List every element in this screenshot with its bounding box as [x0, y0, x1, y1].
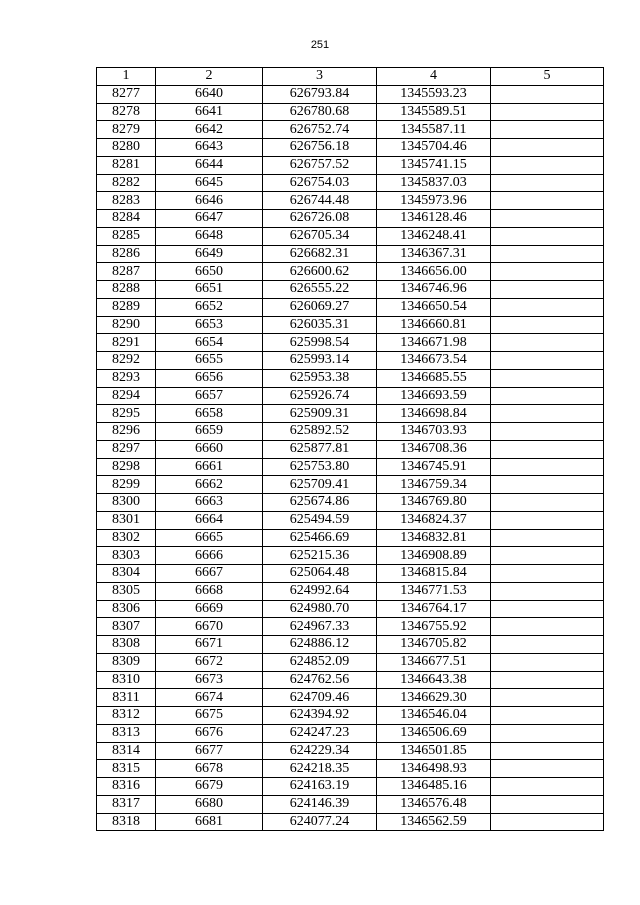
table-row — [97, 565, 604, 583]
table-row — [97, 778, 604, 796]
table-row — [97, 103, 604, 121]
table-cell: 1346815.84 — [377, 565, 491, 583]
table-cell — [491, 600, 604, 618]
table-cell: 6670 — [156, 618, 263, 636]
table-cell: 625494.59 — [263, 511, 377, 529]
table-cell — [491, 369, 604, 387]
table-row — [97, 139, 604, 157]
table-cell — [491, 547, 604, 565]
table-cell: 624980.70 — [263, 600, 377, 618]
table-cell: 6681 — [156, 813, 263, 831]
table-cell: 1346643.38 — [377, 671, 491, 689]
table-cell: 1345589.51 — [377, 103, 491, 121]
table-cell — [491, 689, 604, 707]
table-cell: 6662 — [156, 476, 263, 494]
table-cell: 8297 — [97, 440, 156, 458]
column-header: 2 — [156, 68, 263, 86]
table-cell — [491, 192, 604, 210]
table-cell: 8305 — [97, 582, 156, 600]
table-cell: 6660 — [156, 440, 263, 458]
table-row — [97, 85, 604, 103]
table-cell: 1346764.17 — [377, 600, 491, 618]
table-cell: 8294 — [97, 387, 156, 405]
table-cell: 1346685.55 — [377, 369, 491, 387]
table-cell: 1346746.96 — [377, 281, 491, 299]
table-cell: 6677 — [156, 742, 263, 760]
table-cell: 6659 — [156, 423, 263, 441]
table-cell — [491, 352, 604, 370]
table-cell: 8285 — [97, 227, 156, 245]
table-cell: 1346708.36 — [377, 440, 491, 458]
table-cell: 626705.34 — [263, 227, 377, 245]
table-cell — [491, 121, 604, 139]
table-cell: 6658 — [156, 405, 263, 423]
table-row — [97, 689, 604, 707]
table-cell: 626752.74 — [263, 121, 377, 139]
table-row — [97, 316, 604, 334]
table-cell — [491, 476, 604, 494]
table-cell: 1346128.46 — [377, 210, 491, 228]
table-cell: 1346660.81 — [377, 316, 491, 334]
table-cell: 624886.12 — [263, 636, 377, 654]
table-row — [97, 245, 604, 263]
table-cell: 625926.74 — [263, 387, 377, 405]
table-cell: 8280 — [97, 139, 156, 157]
table-cell — [491, 156, 604, 174]
table-row — [97, 529, 604, 547]
table-cell: 8302 — [97, 529, 156, 547]
table-cell — [491, 440, 604, 458]
table-cell: 8289 — [97, 298, 156, 316]
table-cell — [491, 653, 604, 671]
table-cell: 1346629.30 — [377, 689, 491, 707]
table-cell — [491, 511, 604, 529]
table-cell: 626600.62 — [263, 263, 377, 281]
table-cell: 624229.34 — [263, 742, 377, 760]
table-cell: 6676 — [156, 724, 263, 742]
table-cell — [491, 565, 604, 583]
table-cell: 624218.35 — [263, 760, 377, 778]
table-cell: 6642 — [156, 121, 263, 139]
table-cell: 6648 — [156, 227, 263, 245]
column-header: 4 — [377, 68, 491, 86]
table-cell: 8314 — [97, 742, 156, 760]
table-cell — [491, 618, 604, 636]
table-cell — [491, 795, 604, 813]
table-cell: 8313 — [97, 724, 156, 742]
table-cell: 8308 — [97, 636, 156, 654]
table-cell: 1345973.96 — [377, 192, 491, 210]
table-cell: 8277 — [97, 85, 156, 103]
table-cell: 8298 — [97, 458, 156, 476]
table-cell: 1345704.46 — [377, 139, 491, 157]
table-cell: 1345587.11 — [377, 121, 491, 139]
table-row — [97, 174, 604, 192]
table-cell — [491, 298, 604, 316]
table-cell — [491, 227, 604, 245]
table-cell — [491, 139, 604, 157]
table-cell: 626035.31 — [263, 316, 377, 334]
table-cell: 1346673.54 — [377, 352, 491, 370]
table-cell — [491, 582, 604, 600]
table-cell: 626757.52 — [263, 156, 377, 174]
table-cell: 8316 — [97, 778, 156, 796]
table-cell: 624992.64 — [263, 582, 377, 600]
table-cell: 625215.36 — [263, 547, 377, 565]
table-cell: 1346656.00 — [377, 263, 491, 281]
table-cell: 1345741.15 — [377, 156, 491, 174]
table-cell: 1346824.37 — [377, 511, 491, 529]
table-cell: 6668 — [156, 582, 263, 600]
table-cell — [491, 671, 604, 689]
table-cell — [491, 263, 604, 281]
table-cell: 626744.48 — [263, 192, 377, 210]
table-cell: 8283 — [97, 192, 156, 210]
table-cell: 625993.14 — [263, 352, 377, 370]
table-cell: 8300 — [97, 494, 156, 512]
table-cell — [491, 494, 604, 512]
table-cell — [491, 387, 604, 405]
table-cell: 624852.09 — [263, 653, 377, 671]
table-cell: 626754.03 — [263, 174, 377, 192]
table-cell — [491, 245, 604, 263]
table-cell: 8281 — [97, 156, 156, 174]
table-cell: 1346908.89 — [377, 547, 491, 565]
table-cell: 8311 — [97, 689, 156, 707]
table-cell: 624762.56 — [263, 671, 377, 689]
table-row — [97, 423, 604, 441]
table-cell: 625466.69 — [263, 529, 377, 547]
table-cell — [491, 724, 604, 742]
header-row — [97, 68, 604, 86]
table-cell: 8286 — [97, 245, 156, 263]
table-cell: 625709.41 — [263, 476, 377, 494]
table-cell: 8295 — [97, 405, 156, 423]
table-cell: 6657 — [156, 387, 263, 405]
table-row — [97, 334, 604, 352]
table-cell: 8312 — [97, 707, 156, 725]
table-cell: 1346693.59 — [377, 387, 491, 405]
table-cell — [491, 174, 604, 192]
table-cell: 6646 — [156, 192, 263, 210]
table-cell: 6652 — [156, 298, 263, 316]
table-cell: 6672 — [156, 653, 263, 671]
coordinates-table — [96, 67, 604, 831]
table-cell: 1346677.51 — [377, 653, 491, 671]
table-cell: 6664 — [156, 511, 263, 529]
table-cell: 8304 — [97, 565, 156, 583]
table-row — [97, 582, 604, 600]
table-cell: 6673 — [156, 671, 263, 689]
table-cell: 1346248.41 — [377, 227, 491, 245]
table-row — [97, 476, 604, 494]
table-row — [97, 440, 604, 458]
table-cell: 6675 — [156, 707, 263, 725]
table-cell: 1346769.80 — [377, 494, 491, 512]
table-row — [97, 724, 604, 742]
table-cell: 6649 — [156, 245, 263, 263]
table-cell: 6644 — [156, 156, 263, 174]
table-cell: 6661 — [156, 458, 263, 476]
table-row — [97, 618, 604, 636]
table-cell: 625064.48 — [263, 565, 377, 583]
table-cell: 624394.92 — [263, 707, 377, 725]
table-cell: 8303 — [97, 547, 156, 565]
table-cell: 6640 — [156, 85, 263, 103]
table-cell: 1346562.59 — [377, 813, 491, 831]
table-cell: 1346705.82 — [377, 636, 491, 654]
table-cell: 626793.84 — [263, 85, 377, 103]
table-row — [97, 795, 604, 813]
table-cell: 1346771.53 — [377, 582, 491, 600]
table-cell: 8292 — [97, 352, 156, 370]
table-row — [97, 707, 604, 725]
table-cell: 624077.24 — [263, 813, 377, 831]
table-row — [97, 369, 604, 387]
table-cell: 626756.18 — [263, 139, 377, 157]
table-cell — [491, 316, 604, 334]
table-cell: 6667 — [156, 565, 263, 583]
table-cell: 1346755.92 — [377, 618, 491, 636]
table-cell: 1345593.23 — [377, 85, 491, 103]
table-cell: 1346759.34 — [377, 476, 491, 494]
table-cell: 8315 — [97, 760, 156, 778]
table-cell: 6653 — [156, 316, 263, 334]
table-cell: 626682.31 — [263, 245, 377, 263]
table-cell — [491, 405, 604, 423]
table-cell: 6680 — [156, 795, 263, 813]
table-cell: 624247.23 — [263, 724, 377, 742]
table-cell: 1346367.31 — [377, 245, 491, 263]
table-row — [97, 511, 604, 529]
table-cell: 6679 — [156, 778, 263, 796]
table-cell: 625909.31 — [263, 405, 377, 423]
table-cell: 1346576.48 — [377, 795, 491, 813]
table-cell: 626555.22 — [263, 281, 377, 299]
table-row — [97, 671, 604, 689]
table-cell: 8279 — [97, 121, 156, 139]
table-cell: 8296 — [97, 423, 156, 441]
table-cell — [491, 813, 604, 831]
table-cell: 8301 — [97, 511, 156, 529]
table-cell — [491, 636, 604, 654]
table-cell: 8282 — [97, 174, 156, 192]
table-row — [97, 227, 604, 245]
table-cell: 8284 — [97, 210, 156, 228]
table-cell: 6671 — [156, 636, 263, 654]
table-cell: 624967.33 — [263, 618, 377, 636]
table-cell: 625877.81 — [263, 440, 377, 458]
table-cell: 1345837.03 — [377, 174, 491, 192]
table-cell: 1346546.04 — [377, 707, 491, 725]
table-cell: 1346745.91 — [377, 458, 491, 476]
table-cell: 6647 — [156, 210, 263, 228]
table-cell: 6655 — [156, 352, 263, 370]
table-cell: 1346506.69 — [377, 724, 491, 742]
table-row — [97, 405, 604, 423]
table-cell: 6674 — [156, 689, 263, 707]
table-cell: 6651 — [156, 281, 263, 299]
table-cell: 1346498.93 — [377, 760, 491, 778]
table-cell: 6650 — [156, 263, 263, 281]
table-row — [97, 263, 604, 281]
column-header: 5 — [491, 68, 604, 86]
table-cell: 6645 — [156, 174, 263, 192]
table-row — [97, 494, 604, 512]
table-cell: 8287 — [97, 263, 156, 281]
table-row — [97, 760, 604, 778]
table-cell: 626780.68 — [263, 103, 377, 121]
table-cell: 8309 — [97, 653, 156, 671]
table-cell: 625753.80 — [263, 458, 377, 476]
table-row — [97, 387, 604, 405]
table-cell: 8306 — [97, 600, 156, 618]
table-cell — [491, 103, 604, 121]
table-cell: 624163.19 — [263, 778, 377, 796]
table-cell: 8290 — [97, 316, 156, 334]
table-row — [97, 636, 604, 654]
table-cell — [491, 760, 604, 778]
table-cell: 625998.54 — [263, 334, 377, 352]
table-cell: 6665 — [156, 529, 263, 547]
table-cell: 6641 — [156, 103, 263, 121]
page-number: 251 — [310, 39, 330, 51]
table-row — [97, 742, 604, 760]
table-row — [97, 210, 604, 228]
table-cell: 1346703.93 — [377, 423, 491, 441]
table-cell: 8278 — [97, 103, 156, 121]
column-header: 1 — [97, 68, 156, 86]
table-cell: 6656 — [156, 369, 263, 387]
table-cell: 6663 — [156, 494, 263, 512]
table-cell — [491, 423, 604, 441]
table-cell: 8288 — [97, 281, 156, 299]
table-cell: 1346650.54 — [377, 298, 491, 316]
table-cell: 6643 — [156, 139, 263, 157]
table-cell — [491, 281, 604, 299]
table-row — [97, 813, 604, 831]
table-cell — [491, 707, 604, 725]
table-cell: 1346671.98 — [377, 334, 491, 352]
table-cell: 625892.52 — [263, 423, 377, 441]
table-cell: 626069.27 — [263, 298, 377, 316]
table-cell: 6654 — [156, 334, 263, 352]
table-row — [97, 121, 604, 139]
table-cell: 1346485.16 — [377, 778, 491, 796]
table-cell — [491, 334, 604, 352]
table-cell — [491, 85, 604, 103]
table-cell: 8293 — [97, 369, 156, 387]
table-cell: 626726.08 — [263, 210, 377, 228]
table-cell: 8299 — [97, 476, 156, 494]
table-cell: 6678 — [156, 760, 263, 778]
table-cell: 8310 — [97, 671, 156, 689]
table-row — [97, 600, 604, 618]
table-cell: 624146.39 — [263, 795, 377, 813]
table-cell — [491, 742, 604, 760]
table-body — [97, 85, 604, 831]
table-cell: 1346698.84 — [377, 405, 491, 423]
table-cell: 624709.46 — [263, 689, 377, 707]
table-row — [97, 547, 604, 565]
table-row — [97, 653, 604, 671]
table-cell: 8307 — [97, 618, 156, 636]
table-cell: 8317 — [97, 795, 156, 813]
table-row — [97, 192, 604, 210]
table-cell — [491, 529, 604, 547]
table-cell: 8318 — [97, 813, 156, 831]
table-cell — [491, 458, 604, 476]
table-row — [97, 458, 604, 476]
table-cell: 625674.86 — [263, 494, 377, 512]
table-cell — [491, 778, 604, 796]
table-row — [97, 298, 604, 316]
table-row — [97, 156, 604, 174]
table-row — [97, 281, 604, 299]
column-header: 3 — [263, 68, 377, 86]
table-cell: 625953.38 — [263, 369, 377, 387]
table-cell: 8291 — [97, 334, 156, 352]
table-cell: 1346832.81 — [377, 529, 491, 547]
table-cell: 6666 — [156, 547, 263, 565]
table-cell: 1346501.85 — [377, 742, 491, 760]
table-row — [97, 352, 604, 370]
table-cell — [491, 210, 604, 228]
table-cell: 6669 — [156, 600, 263, 618]
